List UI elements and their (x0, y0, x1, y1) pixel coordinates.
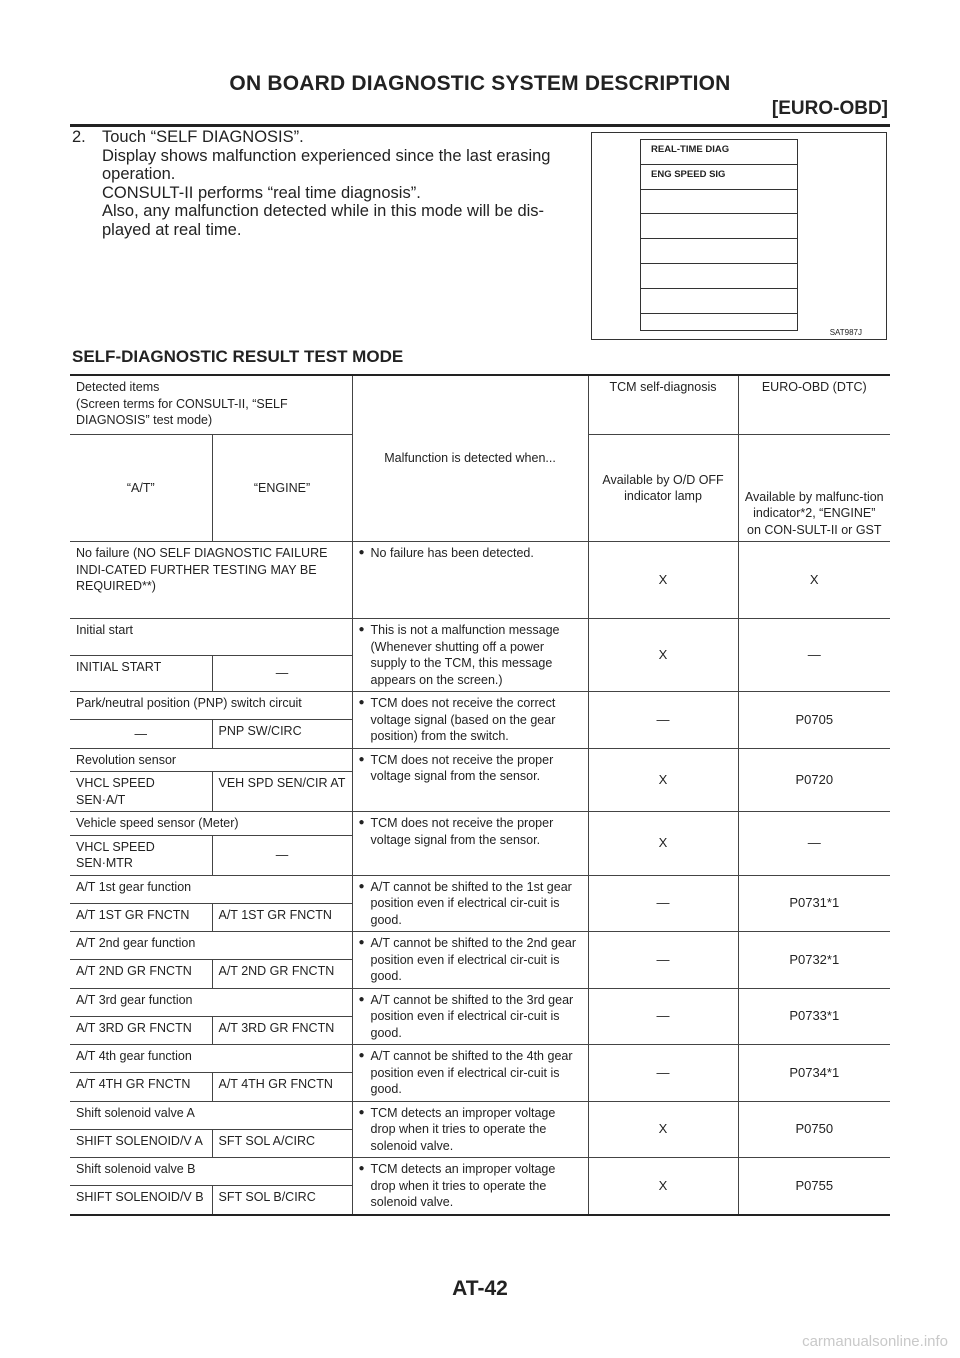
tcm-value: — (588, 692, 738, 749)
screen-row-empty (641, 239, 797, 264)
malfunction-cell (352, 932, 588, 989)
screen-row-empty (641, 289, 797, 314)
header-at: “A/T” (70, 435, 212, 542)
table-row (70, 619, 890, 656)
step-line: operation. (102, 165, 176, 183)
table-row (70, 1101, 890, 1129)
detected-item: Initial start (70, 619, 352, 656)
detected-item: A/T 4th gear function (70, 1045, 352, 1073)
at-term: VHCL SPEED SEN·MTR (70, 835, 212, 875)
tcm-value: X (588, 748, 738, 812)
step-line: played at real time. (102, 220, 242, 239)
dtc-value: X (738, 542, 890, 619)
step-line: Also, any malfunction detected while in this mode will be dis- (102, 202, 545, 220)
step-number: 2. (72, 128, 86, 146)
diagnostic-table (70, 374, 890, 1216)
table-row (70, 932, 890, 960)
screen-row-empty (641, 214, 797, 239)
tcm-value: X (588, 542, 738, 619)
bullet-icon: ● (358, 1163, 365, 1174)
screen-row-empty (641, 314, 797, 339)
screen-row-title: REAL-TIME DIAG (641, 140, 797, 165)
table-header-row (70, 375, 890, 435)
dtc-value: P0733*1 (738, 988, 890, 1045)
dtc-value: P0720 (738, 748, 890, 812)
table-row (70, 812, 890, 836)
table-row (70, 1045, 890, 1073)
dtc-value: — (738, 812, 890, 876)
engine-term: A/T 3RD GR FNCTN (212, 1016, 352, 1044)
header-detected-label: Detected items (76, 380, 160, 394)
engine-term: A/T 1ST GR FNCTN (212, 903, 352, 931)
screen-row-item: ENG SPEED SIG (641, 165, 797, 190)
header-divider (70, 124, 890, 127)
engine-term: SFT SOL A/CIRC (212, 1129, 352, 1157)
engine-term: PNP SW/CIRC (212, 720, 352, 748)
bullet-icon: ● (358, 937, 365, 948)
table-row (70, 542, 890, 619)
header-detected-sub: (Screen terms for CONSULT-II, “SELF DIAGNOSIS” test mode) (76, 396, 288, 427)
malfunction-cell (352, 748, 588, 812)
figure-code: SAT987J (829, 328, 862, 337)
bullet-icon: ● (358, 547, 365, 558)
malfunction-cell (352, 875, 588, 932)
at-term: A/T 1ST GR FNCTN (70, 903, 212, 931)
engine-term: VEH SPD SEN/CIR AT (212, 772, 352, 812)
screen-row-empty (641, 190, 797, 215)
dtc-value: P0734*1 (738, 1045, 890, 1102)
table-row (70, 1158, 890, 1186)
malfunction-text: A/T cannot be shifted to the 1st gear position even if electrical cir-cuit is good. (370, 879, 572, 927)
malfunction-text: TCM detects an improper voltage drop when it tries to operate the solenoid valve. (370, 1162, 556, 1209)
detected-item: Shift solenoid valve B (70, 1158, 352, 1186)
header-euro-sub: Available by malfunc-tion indicator*2, “ENGINE” on CON-SULT-II or GST (738, 435, 890, 542)
malfunction-text: This is not a malfunction message (Whenever shutting off a power supply to the TCM, this message appears on the screen.) (370, 623, 560, 687)
malfunction-text: TCM does not receive the proper voltage signal from the sensor. (370, 816, 554, 847)
at-term: SHIFT SOLENOID/V B (70, 1186, 212, 1215)
detected-item: Revolution sensor (70, 748, 352, 772)
header-euro: EURO-OBD (DTC) (738, 375, 890, 435)
table-row (70, 875, 890, 903)
tcm-value: — (588, 932, 738, 989)
step-line: CONSULT-II performs “real time diagnosis”. (102, 183, 421, 202)
malfunction-cell (352, 1101, 588, 1158)
tcm-value: — (588, 1045, 738, 1102)
page-subtitle: [EURO-OBD] (771, 98, 888, 119)
consult-screen (640, 139, 798, 331)
dtc-value: P0732*1 (738, 932, 890, 989)
header-tcm-sub: Available by O/D OFF indicator lamp (588, 435, 738, 542)
engine-term: A/T 4TH GR FNCTN (212, 1073, 352, 1101)
tcm-value: X (588, 619, 738, 692)
malfunction-text: TCM does not receive the correct voltage signal (based on the gear position) from the switch. (370, 696, 556, 743)
section-title: SELF-DIAGNOSTIC RESULT TEST MODE (72, 347, 404, 366)
detected-item: No failure (NO SELF DIAGNOSTIC FAILURE INDI-CATED FURTHER TESTING MAY BE REQUIRED**) (70, 542, 352, 619)
malfunction-cell (352, 619, 588, 692)
table-row (70, 748, 890, 772)
malfunction-text: TCM detects an improper voltage drop when it tries to operate the solenoid valve. (370, 1105, 556, 1153)
detected-item: A/T 3rd gear function (70, 988, 352, 1016)
engine-term: A/T 2ND GR FNCTN (212, 960, 352, 988)
tcm-value: — (588, 988, 738, 1045)
header-malfunction: Malfunction is detected when... (352, 375, 588, 542)
detected-item: Shift solenoid valve A (70, 1101, 352, 1129)
at-term: A/T 3RD GR FNCTN (70, 1016, 212, 1044)
detected-item: Vehicle speed sensor (Meter) (70, 812, 352, 836)
malfunction-cell (352, 1045, 588, 1102)
malfunction-cell (352, 542, 588, 619)
malfunction-cell (352, 692, 588, 749)
tcm-value: — (588, 875, 738, 932)
header-tcm: TCM self-diagnosis (588, 375, 738, 435)
malfunction-text: TCM does not receive the proper voltage signal from the sensor. (370, 752, 554, 783)
screen-row-empty (641, 264, 797, 289)
bullet-icon: ● (358, 817, 365, 828)
step-line: Display shows malfunction experienced since the last erasing (102, 146, 551, 165)
at-term: VHCL SPEED SEN·A/T (70, 772, 212, 812)
malfunction-cell (352, 812, 588, 876)
tcm-value: X (588, 1158, 738, 1215)
at-term: — (70, 720, 212, 748)
bullet-icon: ● (358, 624, 365, 635)
malfunction-cell (352, 1158, 588, 1215)
engine-term: — (212, 835, 352, 875)
malfunction-text: A/T cannot be shifted to the 2nd gear position even if electrical cir-cuit is good. (370, 936, 576, 983)
malfunction-cell (352, 988, 588, 1045)
table-row (70, 988, 890, 1016)
detected-item: A/T 1st gear function (70, 875, 352, 903)
consult-screen-figure (591, 132, 887, 340)
detected-item: A/T 2nd gear function (70, 932, 352, 960)
header-engine: “ENGINE” (212, 435, 352, 542)
engine-term: SFT SOL B/CIRC (212, 1186, 352, 1215)
bullet-icon: ● (358, 993, 365, 1005)
page-title: ON BOARD DIAGNOSTIC SYSTEM DESCRIPTION (229, 72, 731, 95)
dtc-value: P0705 (738, 692, 890, 749)
page-header (70, 72, 890, 127)
bullet-icon: ● (358, 753, 365, 765)
watermark: carmanualsonline.info (802, 1333, 948, 1350)
at-term: A/T 4TH GR FNCTN (70, 1073, 212, 1101)
intro-step (72, 128, 582, 239)
table-row (70, 692, 890, 720)
at-term: SHIFT SOLENOID/V A (70, 1129, 212, 1157)
tcm-value: X (588, 812, 738, 876)
header-detected-items (70, 375, 352, 435)
bullet-icon: ● (358, 1106, 365, 1118)
bullet-icon: ● (358, 1050, 365, 1061)
at-term: A/T 2ND GR FNCTN (70, 960, 212, 988)
page-number: AT-42 (452, 1277, 508, 1300)
malfunction-text: No failure has been detected. (370, 546, 534, 560)
tcm-value: X (588, 1101, 738, 1158)
malfunction-text: A/T cannot be shifted to the 3rd gear position even if electrical cir-cuit is good. (370, 992, 574, 1040)
bullet-icon: ● (358, 880, 365, 892)
malfunction-text: A/T cannot be shifted to the 4th gear position even if electrical cir-cuit is good. (370, 1049, 573, 1096)
bullet-icon: ● (358, 697, 365, 708)
dtc-value: P0750 (738, 1101, 890, 1158)
dtc-value: P0731*1 (738, 875, 890, 932)
dtc-value: — (738, 619, 890, 692)
at-term: INITIAL START (70, 655, 212, 692)
dtc-value: P0755 (738, 1158, 890, 1215)
detected-item: Park/neutral position (PNP) switch circuit (70, 692, 352, 720)
engine-term: — (212, 655, 352, 692)
step-text (102, 128, 550, 239)
step-line: Touch “SELF DIAGNOSIS”. (102, 128, 304, 146)
